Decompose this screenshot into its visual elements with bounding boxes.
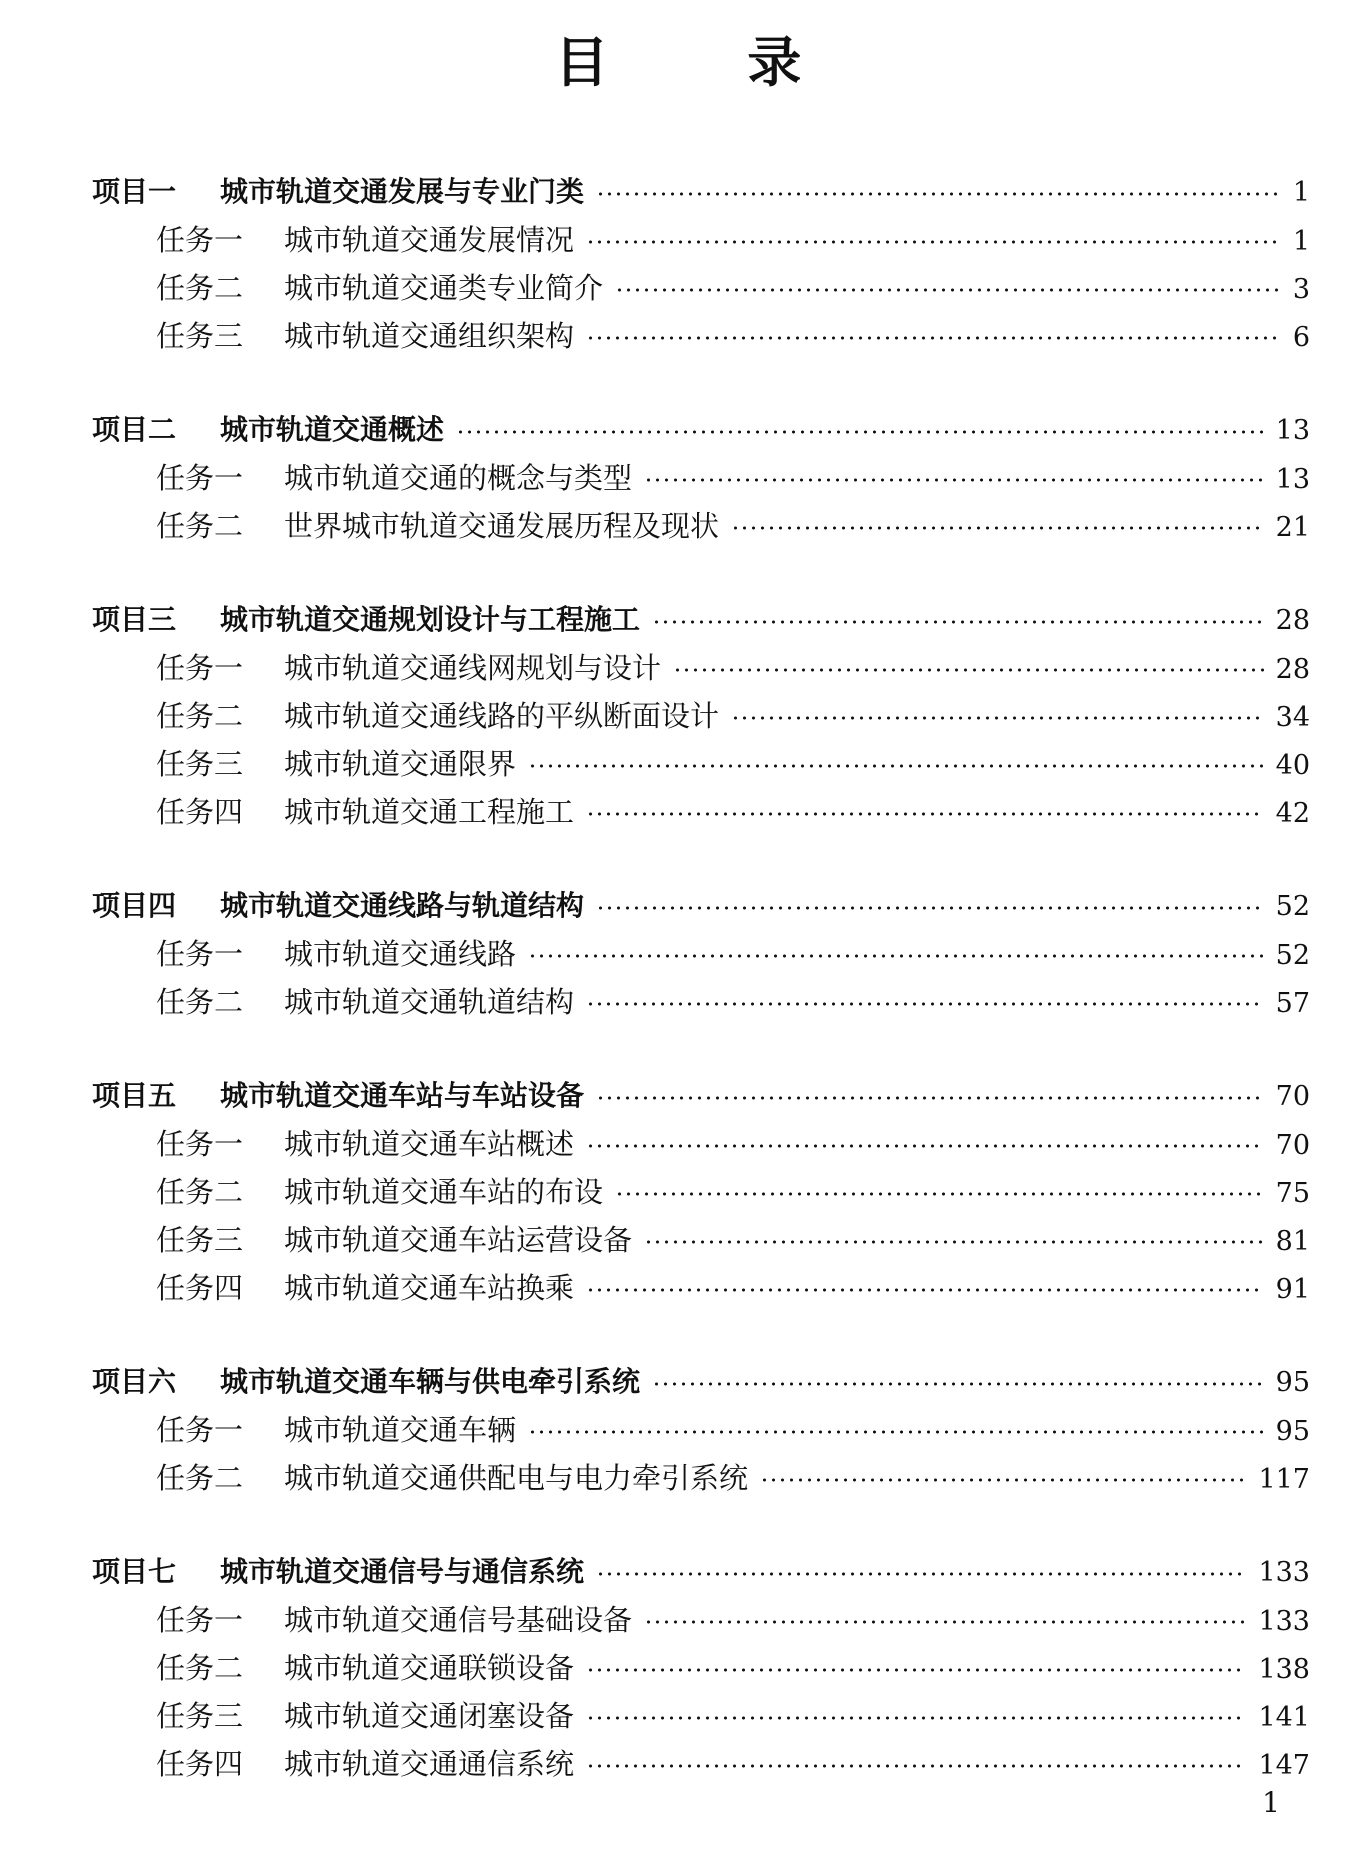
toc-task-entry[interactable] [92,1406,1310,1454]
toc-project-group [92,882,1310,1026]
page-ref: 28 [1275,605,1310,636]
project-title: 城市轨道交通概述 [220,413,445,446]
dot-leader [456,430,1264,434]
toc-task-entry[interactable] [92,312,1310,360]
project-label: 项目五 [92,1079,177,1112]
toc-project-entry[interactable] [92,596,1310,644]
toc-task-entry[interactable] [92,1644,1310,1692]
task-label: 任务三 [156,747,244,781]
page-ref: 95 [1275,1416,1310,1447]
page-ref: 133 [1258,1606,1310,1637]
page-ref: 52 [1275,891,1310,922]
dot-leader [586,1288,1264,1292]
task-label: 任务二 [156,1175,244,1209]
toc-project-entry[interactable] [92,1548,1310,1596]
toc-project-group [92,1358,1310,1502]
task-title: 城市轨道交通轨道结构 [284,985,575,1019]
project-title: 城市轨道交通车站与车站设备 [220,1079,585,1112]
page-ref: 40 [1275,750,1310,781]
page-ref: 28 [1275,654,1310,685]
project-title: 城市轨道交通规划设计与工程施工 [220,603,641,636]
toc-task-entry[interactable] [92,264,1310,312]
task-title: 城市轨道交通组织架构 [284,319,575,353]
task-label: 任务一 [156,937,244,971]
page-ref: 57 [1275,988,1310,1019]
task-label: 任务四 [156,795,244,829]
task-title: 城市轨道交通通信系统 [284,1747,575,1781]
page-ref: 1 [1292,177,1310,208]
toc-project-group [92,596,1310,836]
task-title: 城市轨道交通车站换乘 [284,1271,575,1305]
task-title: 世界城市轨道交通发展历程及现状 [284,509,720,543]
task-title: 城市轨道交通闭塞设备 [284,1699,575,1733]
dot-leader [596,906,1264,910]
page-ref: 95 [1275,1367,1310,1398]
page-ref: 81 [1275,1226,1310,1257]
task-label: 任务四 [156,1747,244,1781]
task-label: 任务一 [156,1603,244,1637]
project-label: 项目六 [92,1365,177,1398]
dot-leader [586,812,1264,816]
page-ref: 13 [1275,464,1310,495]
project-title: 城市轨道交通信号与通信系统 [220,1555,585,1588]
dot-leader [644,1240,1264,1244]
task-title: 城市轨道交通车站概述 [284,1127,575,1161]
toc-project-group [92,1072,1310,1312]
page-number: 1 [1262,1786,1280,1819]
toc-task-entry[interactable] [92,930,1310,978]
page-ref: 52 [1275,940,1310,971]
toc-task-entry[interactable] [92,788,1310,836]
task-label: 任务一 [156,223,244,257]
toc-project-entry[interactable] [92,168,1310,216]
page-title: 目 录 [554,31,862,94]
project-label: 项目三 [92,603,177,636]
toc-task-entry[interactable] [92,502,1310,550]
dot-leader [528,1430,1264,1434]
page-ref: 138 [1258,1654,1310,1685]
task-title: 城市轨道交通线网规划与设计 [284,651,662,685]
task-title: 城市轨道交通发展情况 [284,223,575,257]
toc-task-entry[interactable] [92,740,1310,788]
dot-leader [652,620,1264,624]
task-label: 任务三 [156,319,244,353]
project-label: 项目二 [92,413,177,446]
task-label: 任务二 [156,1461,244,1495]
task-title: 城市轨道交通供配电与电力牵引系统 [284,1461,749,1495]
task-label: 任务二 [156,509,244,543]
toc-task-entry[interactable] [92,454,1310,502]
dot-leader [586,1668,1246,1672]
page-ref: 70 [1275,1130,1310,1161]
page-ref: 117 [1258,1464,1310,1495]
page-ref: 141 [1258,1702,1310,1733]
task-title: 城市轨道交通信号基础设备 [284,1603,633,1637]
page-ref: 42 [1275,798,1310,829]
toc-task-entry[interactable] [92,1596,1310,1644]
dot-leader [615,288,1278,292]
page-ref: 1 [1292,226,1310,257]
project-title: 城市轨道交通发展与专业门类 [220,175,585,208]
task-label: 任务二 [156,271,244,305]
dot-leader [528,954,1264,958]
page-ref: 6 [1292,322,1310,353]
page-ref: 147 [1258,1750,1310,1781]
toc-task-entry[interactable] [92,216,1310,264]
project-label: 项目七 [92,1555,177,1588]
dot-leader [586,240,1278,244]
project-title: 城市轨道交通线路与轨道结构 [220,889,585,922]
task-title: 城市轨道交通的概念与类型 [284,461,633,495]
page-ref: 133 [1258,1557,1310,1588]
toc-project-group [92,1548,1310,1788]
dot-leader [586,1716,1246,1720]
table-of-contents [92,168,1310,1834]
task-title: 城市轨道交通工程施工 [284,795,575,829]
page-ref: 91 [1275,1274,1310,1305]
page-ref: 13 [1275,415,1310,446]
toc-project-entry[interactable] [92,1072,1310,1120]
toc-task-entry[interactable] [92,1692,1310,1740]
page-ref: 3 [1292,274,1310,305]
toc-project-group [92,168,1310,360]
dot-leader [644,1620,1246,1624]
dot-leader [586,1002,1264,1006]
dot-leader [586,1144,1264,1148]
dot-leader [528,764,1264,768]
task-label: 任务二 [156,699,244,733]
toc-task-entry[interactable] [92,1216,1310,1264]
task-title: 城市轨道交通类专业简介 [284,271,604,305]
toc-task-entry[interactable] [92,1264,1310,1312]
task-label: 任务一 [156,1413,244,1447]
page-ref: 75 [1275,1178,1310,1209]
dot-leader [596,1096,1264,1100]
task-title: 城市轨道交通线路的平纵断面设计 [284,699,720,733]
toc-task-entry[interactable] [92,644,1310,692]
dot-leader [586,1764,1246,1768]
page-ref: 21 [1275,512,1310,543]
toc-task-entry[interactable] [92,692,1310,740]
task-label: 任务三 [156,1699,244,1733]
task-label: 任务一 [156,1127,244,1161]
dot-leader [615,1192,1264,1196]
page-ref: 34 [1275,702,1310,733]
dot-leader [596,192,1278,196]
dot-leader [644,478,1264,482]
task-title: 城市轨道交通车站运营设备 [284,1223,633,1257]
page-ref: 70 [1275,1081,1310,1112]
toc-task-entry[interactable] [92,978,1310,1026]
toc-task-entry[interactable] [92,1168,1310,1216]
project-title: 城市轨道交通车辆与供电牵引系统 [220,1365,641,1398]
task-title: 城市轨道交通限界 [284,747,517,781]
toc-project-entry[interactable] [92,406,1310,454]
project-label: 项目一 [92,175,177,208]
toc-task-entry[interactable] [92,1120,1310,1168]
dot-leader [731,716,1264,720]
toc-project-group [92,406,1310,550]
task-label: 任务四 [156,1271,244,1305]
toc-task-entry[interactable] [92,1454,1310,1502]
task-label: 任务一 [156,651,244,685]
task-title: 城市轨道交通联锁设备 [284,1651,575,1685]
task-label: 任务二 [156,985,244,1019]
dot-leader [596,1572,1246,1576]
dot-leader [586,336,1278,340]
dot-leader [673,668,1264,672]
dot-leader [652,1382,1264,1386]
task-title: 城市轨道交通车站的布设 [284,1175,604,1209]
toc-project-entry[interactable] [92,1358,1310,1406]
task-label: 任务二 [156,1651,244,1685]
toc-task-entry[interactable] [92,1740,1310,1788]
toc-project-entry[interactable] [92,882,1310,930]
dot-leader [731,526,1264,530]
project-label: 项目四 [92,889,177,922]
task-label: 任务一 [156,461,244,495]
task-label: 任务三 [156,1223,244,1257]
task-title: 城市轨道交通车辆 [284,1413,517,1447]
dot-leader [760,1478,1246,1482]
task-title: 城市轨道交通线路 [284,937,517,971]
